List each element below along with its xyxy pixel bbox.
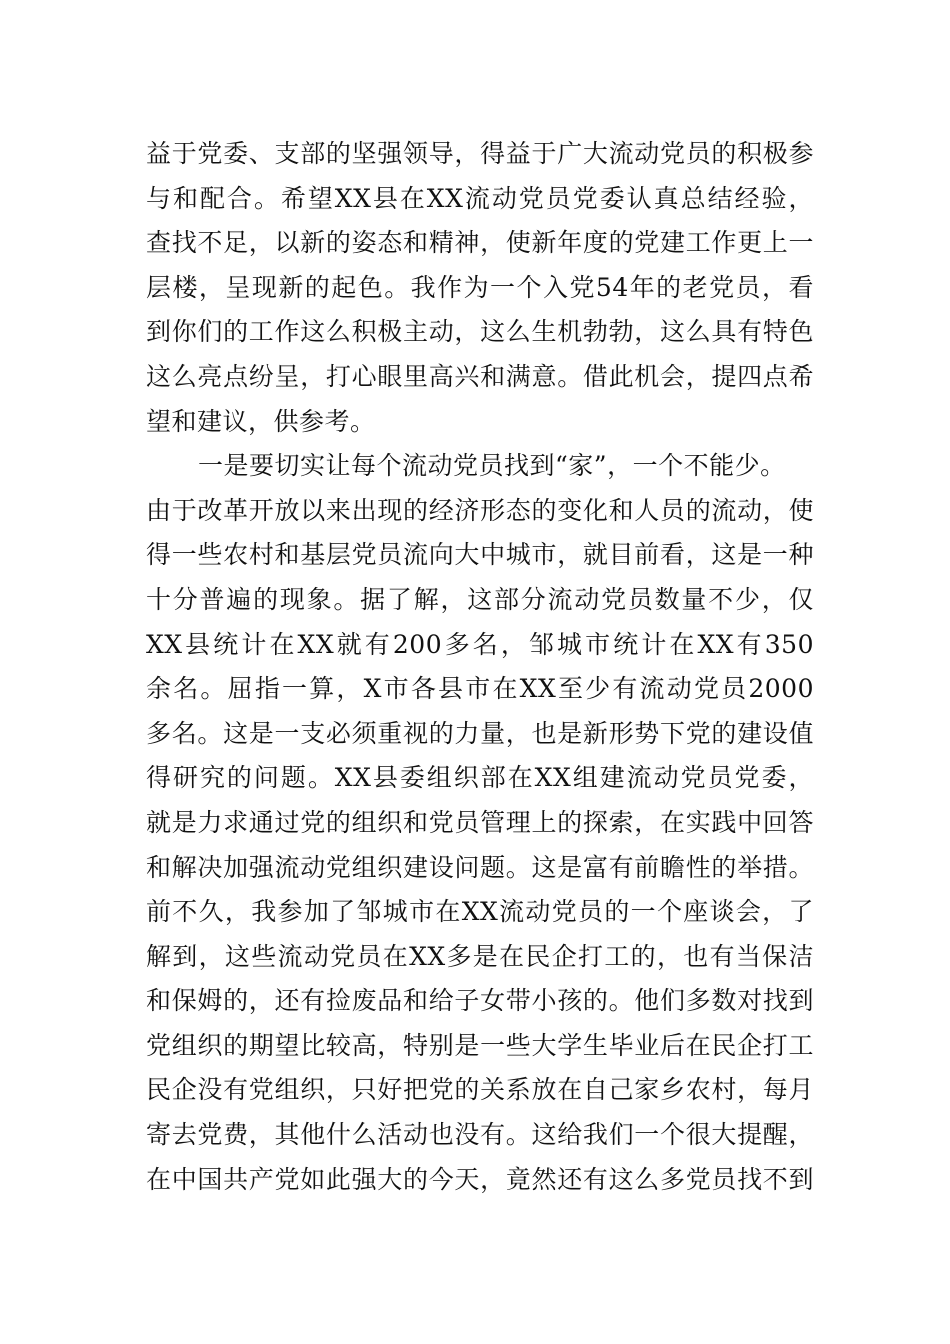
text-line: 层楼，呈现新的起色。我作为一个入党54年的老党员，看: [146, 272, 814, 302]
body-text: [146, 132, 814, 1202]
text-line: 余名。屈指一算，X市各县市在XX至少有流动党员2000: [146, 674, 814, 704]
text-line: 民企没有党组织，只好把党的关系放在自己家乡农村，每月: [146, 1075, 814, 1105]
text-line: 得研究的问题。XX县委组织部在XX组建流动党员党委，: [146, 763, 814, 793]
text-line: 寄去党费，其他什么活动也没有。这给我们一个很大提醒，: [146, 1120, 814, 1150]
text-line: 益于党委、支部的坚强领导，得益于广大流动党员的积极参: [146, 139, 814, 168]
text-line: 党组织的期望比较高，特别是一些大学生毕业后在民企打工: [146, 1030, 814, 1060]
text-line: 前不久，我参加了邹城市在XX流动党员的一个座谈会，了: [146, 897, 814, 927]
text-line: 与和配合。希望XX县在XX流动党员党委认真总结经验，: [146, 183, 814, 213]
text-line: 和保姆的，还有捡废品和给子女带小孩的。他们多数对找到: [146, 986, 814, 1016]
text-line: 解到，这些流动党员在XX多是在民企打工的，也有当保洁: [146, 941, 814, 971]
text-line: 就是力求通过党的组织和党员管理上的探索，在实践中回答: [146, 807, 814, 837]
text-line: 十分普遍的现象。据了解，这部分流动党员数量不少，仅: [146, 584, 814, 614]
text-line: 望和建议，供参考。: [146, 406, 376, 436]
text-line: 得一些农村和基层党员流向大中城市，就目前看，这是一种: [146, 540, 814, 570]
text-line: 这么亮点纷呈，打心眼里高兴和满意。借此机会，提四点希: [146, 361, 814, 391]
text-line: 到你们的工作这么积极主动，这么生机勃勃，这么具有特色: [146, 317, 814, 347]
text-line: 和解决加强流动党组织建设问题。这是富有前瞻性的举措。: [146, 852, 814, 882]
text-line: XX县统计在XX就有200多名，邹城市统计在XX有350: [146, 629, 814, 659]
text-line-paragraph-start: 一是要切实让每个流动党员找到“家”，一个不能少。: [198, 451, 786, 481]
text-line: 在中国共产党如此强大的今天，竟然还有这么多党员找不到: [146, 1164, 814, 1194]
text-line: 多名。这是一支必须重视的力量，也是新形势下党的建设值: [146, 718, 814, 748]
text-line: 查找不足，以新的姿态和精神，使新年度的党建工作更上一: [146, 228, 814, 258]
text-line: 由于改革开放以来出现的经济形态的变化和人员的流动，使: [146, 495, 814, 525]
